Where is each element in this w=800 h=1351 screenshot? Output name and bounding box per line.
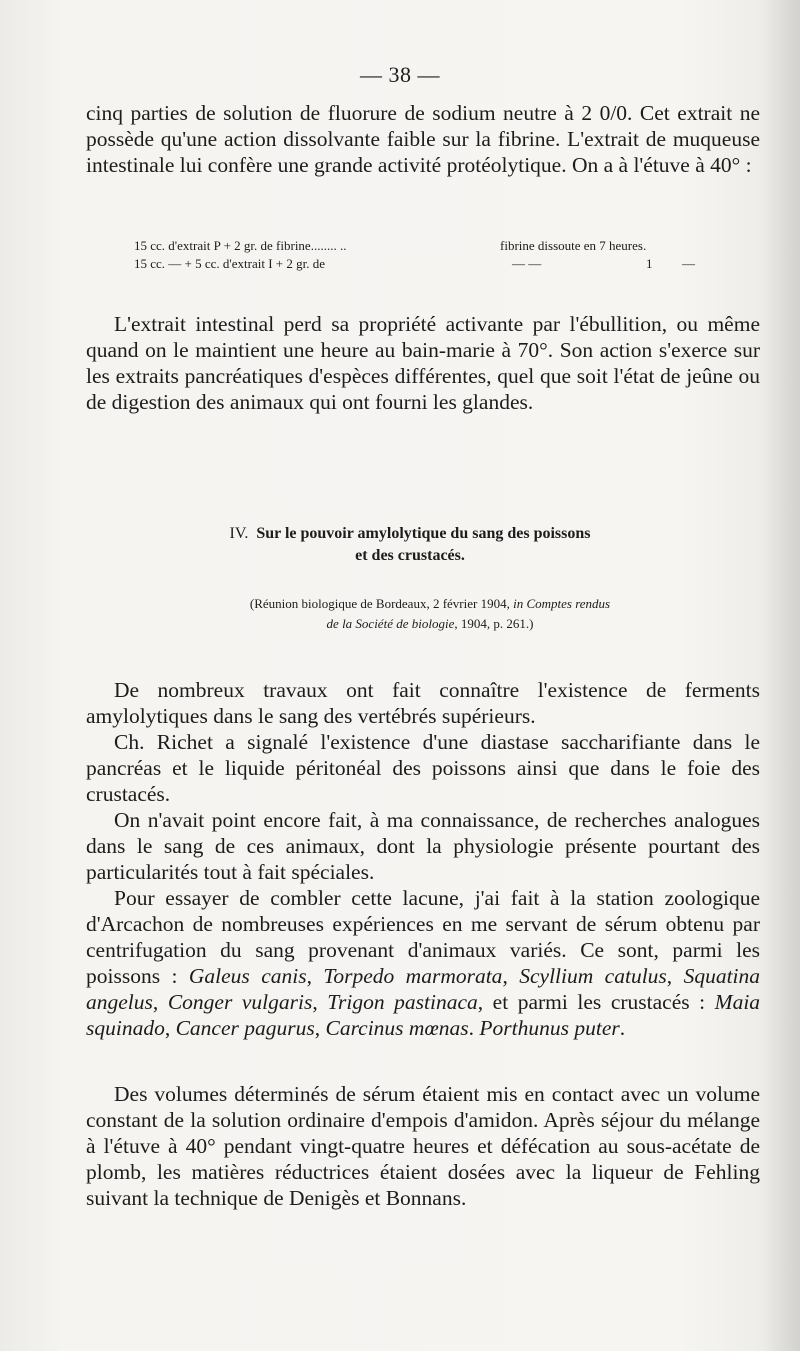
table-cell-result: fibrine dissoute en 7 heures. [500,238,647,253]
reference-source: (Réunion biologique de Bordeaux, 2 février 1904, [249,596,514,611]
species-name: Cancer pagurus [175,1016,315,1040]
table-row [134,255,746,273]
section-heading [100,523,720,567]
table-cell-unit: — [682,256,695,271]
paragraph-intestinal-extract [86,311,760,415]
paragraph-text: Des volumes déterminés de sérum étaient mis en contact avec un volume constant de la solution ordinaire d'empois d'amidon. Après séjour du mélange à l'étuve à 40° pendant vingt-quatre heures et défécation au sous-acétate de plomb, les matières réductrices étaient dosées avec la liqueur de Fehling suivant la technique de Denigès et Bonnans. [86,1082,760,1210]
paragraph-text: Ch. Richet a signalé l'existence d'une diastase saccharifiante dans le pancréas et le liquide péritonéal des poissons ainsi que dans le foie des crustacés. [86,730,760,806]
paragraph-extract-activity [86,100,760,178]
reference-journal: in Comptes rendus [513,596,611,611]
reference-note [140,594,720,634]
paragraph-method [86,1081,760,1211]
table-row [134,237,746,255]
paragraph-experiments: Pour essayer de combler cette lacune, j'ai fait à la station zoologique d'Arcachon de nombreuses expériences en me servant de sérum obtenu par centrifugation du sang provenant d'animaux variés. Ce sont, parmi les poissons : Galeus canis, Torpedo marmorata, Scyllium catulus, Squatina angelus, Conger vulgaris, Trigon pastinaca, et parmi les crustacés : Maia squinado, Cancer pagurus, Carcinus mœnas. Porthunus puter. [86,886,761,1040]
species-name: Galeus canis [188,964,307,988]
reference-pages: , 1904, p. 261.) [454,616,534,631]
paragraph-text: On n'avait point encore fait, à ma connaissance, de recherches analogues dans le sang de ces animaux, dont la physiologie présente pourtant des particularités tout à fait spéciales. [86,808,760,884]
paragraph-richet [86,729,760,807]
species-name: Scyllium catulus [519,964,667,988]
paragraph-text: De nombreux travaux ont fait connaître l'existence de ferments amylolytiques dans le sang des vertébrés supérieurs. [86,678,760,728]
species-name: Carcinus mœnas [325,1016,469,1040]
paragraph-text: cinq parties de solution de fluorure de sodium neutre à 2 0/0. Cet extrait ne possède qu'une action dissolvante faible sur la fibrine. L'extrait de muqueuse intestinale lui confère une grande activité protéolytique. On a à l'étuve à 40° : [86,101,760,177]
paragraph-no-research [86,807,760,885]
page-edge-shadow [762,0,800,1351]
table-cell-result: — — [512,256,542,271]
table-cell-condition: 15 cc. — + 5 cc. d'extrait I + 2 gr. de [134,256,326,271]
paragraph-intro [86,677,760,729]
paragraph-text: Pour essayer de combler cette lacune, j'ai fait à la station zoologique d'Arcachon de nombreuses expériences en me servant de sérum obtenu par centrifugation du sang provenant d'animaux variés. Ce sont, parmi les poissons : [86,886,760,988]
section-heading-line1 [100,523,720,545]
species-name: Porthunus puter [479,1016,620,1040]
page-number: — 38 — [360,62,440,87]
section-number: IV. [229,525,249,542]
species-name: Torpedo marmorata [323,964,503,988]
table-cell-hours: 1 [646,256,653,271]
species-name: Maia squinado [86,990,761,1040]
species-name: Squatina angelus [86,964,761,1014]
paragraph-text: , et parmi les crustacés : [477,990,715,1014]
species-name: Trigon pastinaca [327,990,478,1014]
table-cell-condition: 15 cc. d'extrait P + 2 gr. de fibrine........ .. [134,238,347,253]
section-heading-line2: et des crustacés. [355,547,465,564]
reference-society: de la Société de biologie [326,616,455,631]
species-name: Conger vulgaris [167,990,313,1014]
section-title-text: Sur le pouvoir amylolytique du sang des poissons [256,525,591,542]
results-table [134,237,746,273]
paragraph-text: L'extrait intestinal perd sa propriété activante par l'ébullition, ou même quand on le maintient une heure au bain-marie à 70°. Son action s'exerce sur les extraits pancréatiques d'espèces différentes, quel que soit l'état de jeûne ou de digestion des animaux qui ont fourni les glandes. [86,312,760,414]
